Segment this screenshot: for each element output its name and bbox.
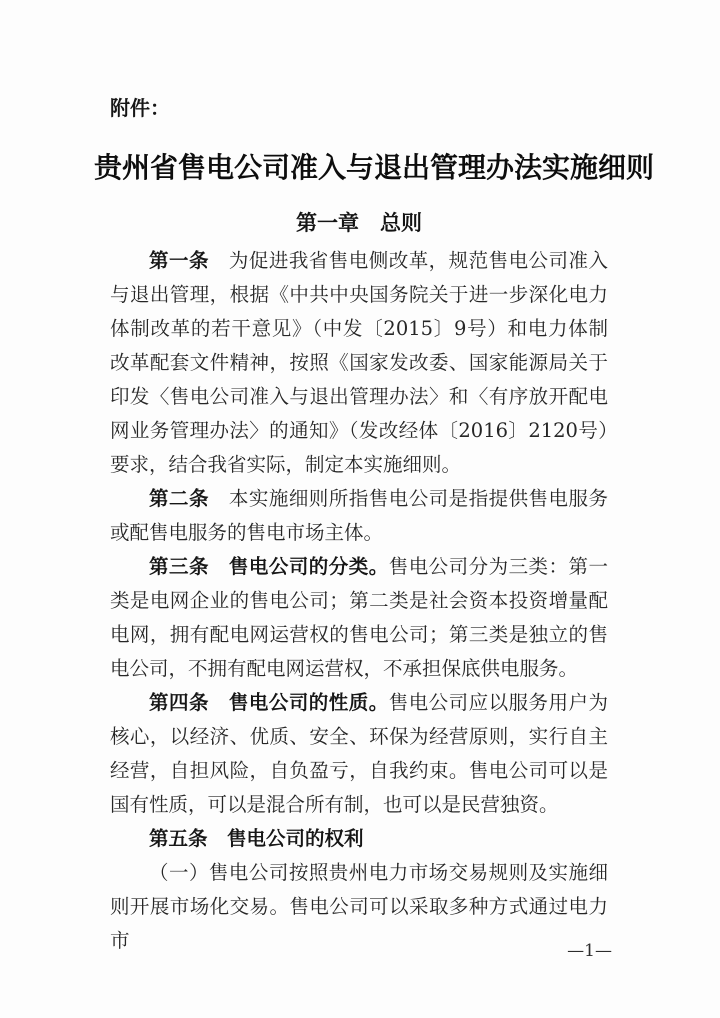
chapter-heading: 第一章 总则 bbox=[296, 211, 422, 235]
article-text: （一）售电公司按照贵州电力市场交易规则及实施细则开展市场化交易。售电公司可以采取多种方式通过电力市 bbox=[110, 861, 608, 952]
article-lead: 第一条 bbox=[149, 249, 229, 272]
article-lead: 第四条 售电公司的性质。 bbox=[149, 691, 389, 714]
article-text: 本实施细则所指售电公司是指提供售电服务或配售电服务的售电市场主体。 bbox=[110, 487, 608, 544]
article-lead: 第二条 bbox=[149, 487, 229, 510]
article-lead: 第五条 售电公司的权利 bbox=[149, 827, 364, 850]
article-lead: 第三条 售电公司的分类。 bbox=[149, 555, 389, 578]
paragraph bbox=[110, 822, 608, 856]
article-text: 售电公司应以服务用户为核心，以经济、优质、安全、环保为经营原则，实行自主经营，自担风险，自负盈亏，自我约束。售电公司可以是国有性质，可以是混合所有制，也可以是民营独资。 bbox=[110, 691, 608, 816]
paragraph bbox=[110, 244, 608, 482]
attachment-label: 附件： bbox=[110, 96, 170, 120]
paragraph bbox=[110, 482, 608, 550]
document-body bbox=[110, 244, 608, 958]
document-title: 贵州省售电公司准入与退出管理办法实施细则 bbox=[94, 151, 655, 184]
page-number: —1— bbox=[567, 941, 612, 961]
article-text: 售电公司分为三类：第一类是电网企业的售电公司；第二类是社会资本投资增量配电网，拥有配电网运营权的售电公司；第三类是独立的售电公司，不拥有配电网运营权，不承担保底供电服务。 bbox=[110, 555, 608, 680]
paragraph bbox=[110, 686, 608, 822]
paragraph bbox=[110, 550, 608, 686]
paragraph bbox=[110, 856, 608, 958]
article-text: 为促进我省售电侧改革，规范售电公司准入与退出管理，根据《中共中央国务院关于进一步深化电力体制改革的若干意见》（中发〔2015〕9号）和电力体制改革配套文件精神，按照《国家发改委、国家能源局关于印发〈售电公司准入与退出管理办法〉和〈有序放开配电网业务管理办法〉的通知》（发改经体〔2016〕2120号）要求，结合我省实际，制定本实施细则。 bbox=[110, 249, 608, 476]
